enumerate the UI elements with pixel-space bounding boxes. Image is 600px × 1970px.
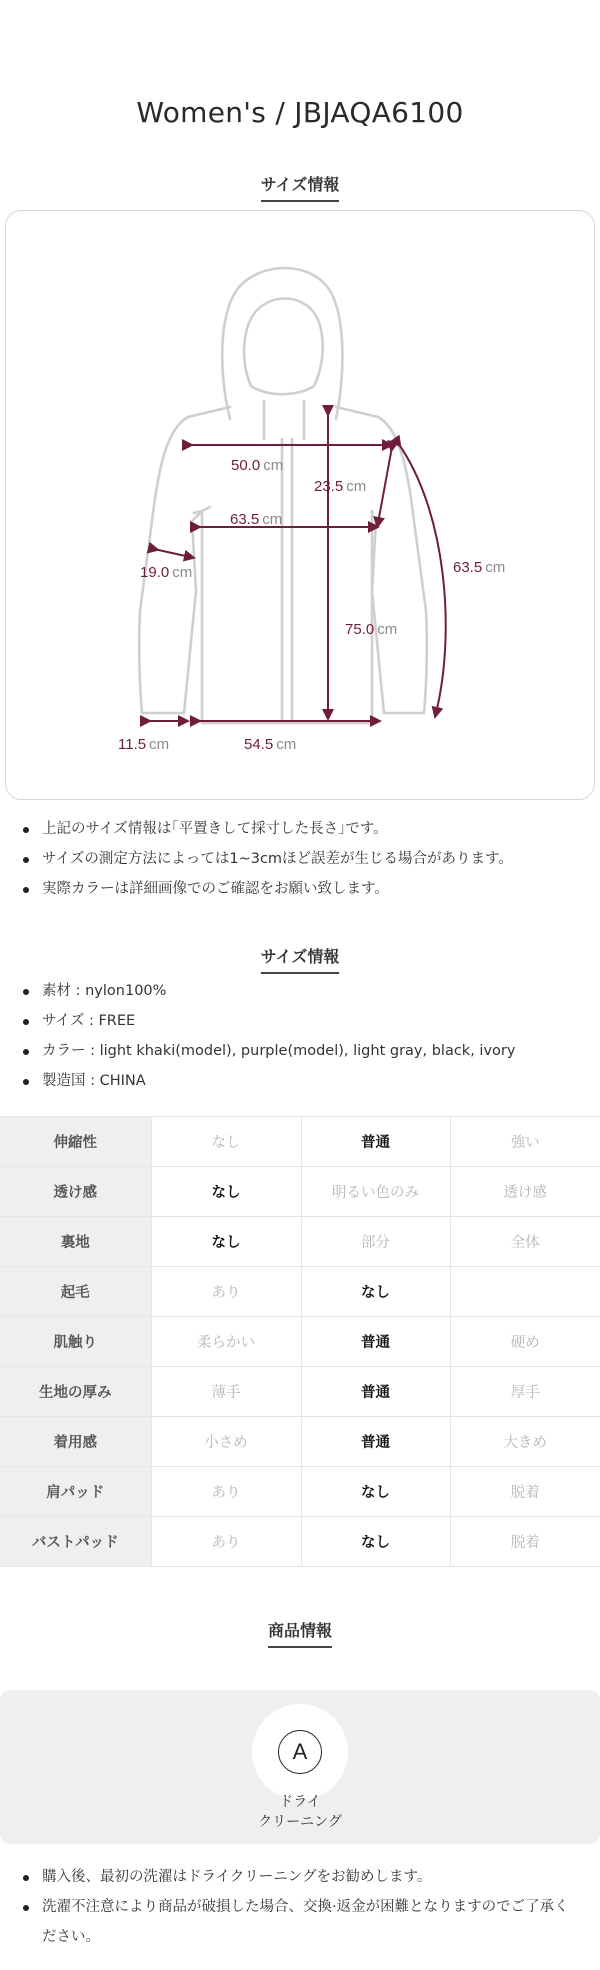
attribute-option: 柔らかい xyxy=(151,1317,301,1367)
attribute-option-selected: 普通 xyxy=(301,1317,450,1367)
list-item: 実際カラーは詳細画像でのご確認をお願い致します。 xyxy=(0,874,600,904)
attribute-option: あり xyxy=(151,1267,301,1317)
attribute-option-selected: なし xyxy=(301,1517,450,1567)
attribute-option: あり xyxy=(151,1517,301,1567)
table-row xyxy=(0,1217,600,1267)
size-notes-list xyxy=(0,814,600,904)
attribute-option-selected: 普通 xyxy=(301,1367,450,1417)
measure-labels xyxy=(118,457,505,753)
attribute-option: 脱着 xyxy=(450,1467,600,1517)
attribute-option: 厚手 xyxy=(450,1367,600,1417)
care-panel xyxy=(0,1690,600,1844)
attribute-option-selected: なし xyxy=(151,1167,301,1217)
attribute-option xyxy=(450,1267,600,1317)
chest-value: 50.0 cm xyxy=(231,457,284,474)
attribute-label: 生地の厚み xyxy=(0,1367,151,1417)
product-info-heading: 商品情報 xyxy=(0,1618,600,1648)
table-row xyxy=(0,1517,600,1567)
cuff-value: 11.5 cm xyxy=(118,736,170,753)
attribute-option: あり xyxy=(151,1467,301,1517)
list-item: サイズ : FREE xyxy=(0,1006,600,1036)
list-item: 洗濯不注意により商品が破損した場合、交換·返金が困難となりますのでご了承ください。 xyxy=(0,1892,600,1952)
jacket-diagram xyxy=(6,211,596,801)
attribute-option: 強い xyxy=(450,1117,600,1167)
size-info-heading: サイズ情報 xyxy=(0,172,600,202)
attribute-label: 起毛 xyxy=(0,1267,151,1317)
hem-value: 63.5 cm xyxy=(230,511,283,528)
attribute-label: 肌触り xyxy=(0,1317,151,1367)
care-label-line1: ドライ xyxy=(279,1794,321,1810)
attribute-label: 着用感 xyxy=(0,1417,151,1467)
list-item: カラー : light khaki(model), purple(model), light gray, black, ivory xyxy=(0,1036,600,1066)
table-row xyxy=(0,1467,600,1517)
table-row xyxy=(0,1267,600,1317)
list-item: 製造国 : CHINA xyxy=(0,1066,600,1096)
bottom-width-value: 54.5 cm xyxy=(244,736,297,753)
care-icon-circle xyxy=(252,1704,348,1800)
attribute-option-selected: なし xyxy=(151,1217,301,1267)
page-title: Women's / JBJAQA6100 xyxy=(136,96,464,129)
sleeve-length-value: 63.5 cm xyxy=(453,559,506,576)
attribute-option: 部分 xyxy=(301,1217,450,1267)
list-item: 上記のサイズ情報は｢平置きして採寸した長さ｣です。 xyxy=(0,814,600,844)
material-info-heading: サイズ情報 xyxy=(0,944,600,974)
material-details-list xyxy=(0,976,600,1096)
list-item: 購入後、最初の洗濯はドライクリーニングをお勧めします。 xyxy=(0,1862,600,1892)
attribute-label: 肩パッド xyxy=(0,1467,151,1517)
table-row xyxy=(0,1117,600,1167)
attribute-option-selected: 普通 xyxy=(301,1117,450,1167)
list-item: サイズの測定方法によっては1~3cmほど誤差が生じる場合があります。 xyxy=(0,844,600,874)
attribute-option: なし xyxy=(151,1117,301,1167)
attribute-option: 薄手 xyxy=(151,1367,301,1417)
sleeve-opening-line xyxy=(154,549,190,557)
care-notes-list xyxy=(0,1862,600,1952)
attribute-option: 小さめ xyxy=(151,1417,301,1467)
attribute-option: 脱着 xyxy=(450,1517,600,1567)
fabric-attribute-table xyxy=(0,1116,600,1567)
table-row xyxy=(0,1317,600,1367)
table-row xyxy=(0,1167,600,1217)
attribute-label: 裏地 xyxy=(0,1217,151,1267)
list-item: 素材 : nylon100% xyxy=(0,976,600,1006)
total-length-value: 75.0 cm xyxy=(345,621,398,638)
dry-clean-icon: A xyxy=(278,1730,322,1774)
sleeve-opening-value: 19.0 cm xyxy=(140,564,193,581)
shoulder-line xyxy=(378,447,392,523)
table-row xyxy=(0,1417,600,1467)
attribute-label: バストパッド xyxy=(0,1517,151,1567)
attribute-option-selected: なし xyxy=(301,1467,450,1517)
table-row xyxy=(0,1367,600,1417)
attribute-option: 大きめ xyxy=(450,1417,600,1467)
care-label-line2: クリーニング xyxy=(258,1814,342,1830)
shoulder-value: 23.5 cm xyxy=(314,478,367,495)
attribute-label: 伸縮性 xyxy=(0,1117,151,1167)
attribute-option-selected: 普通 xyxy=(301,1417,450,1467)
attribute-option: 透け感 xyxy=(450,1167,600,1217)
attribute-option: 全体 xyxy=(450,1217,600,1267)
attribute-option: 明るい色のみ xyxy=(301,1167,450,1217)
attribute-option-selected: なし xyxy=(301,1267,450,1317)
attribute-label: 透け感 xyxy=(0,1167,151,1217)
size-diagram xyxy=(5,210,595,800)
attribute-option: 硬め xyxy=(450,1317,600,1367)
